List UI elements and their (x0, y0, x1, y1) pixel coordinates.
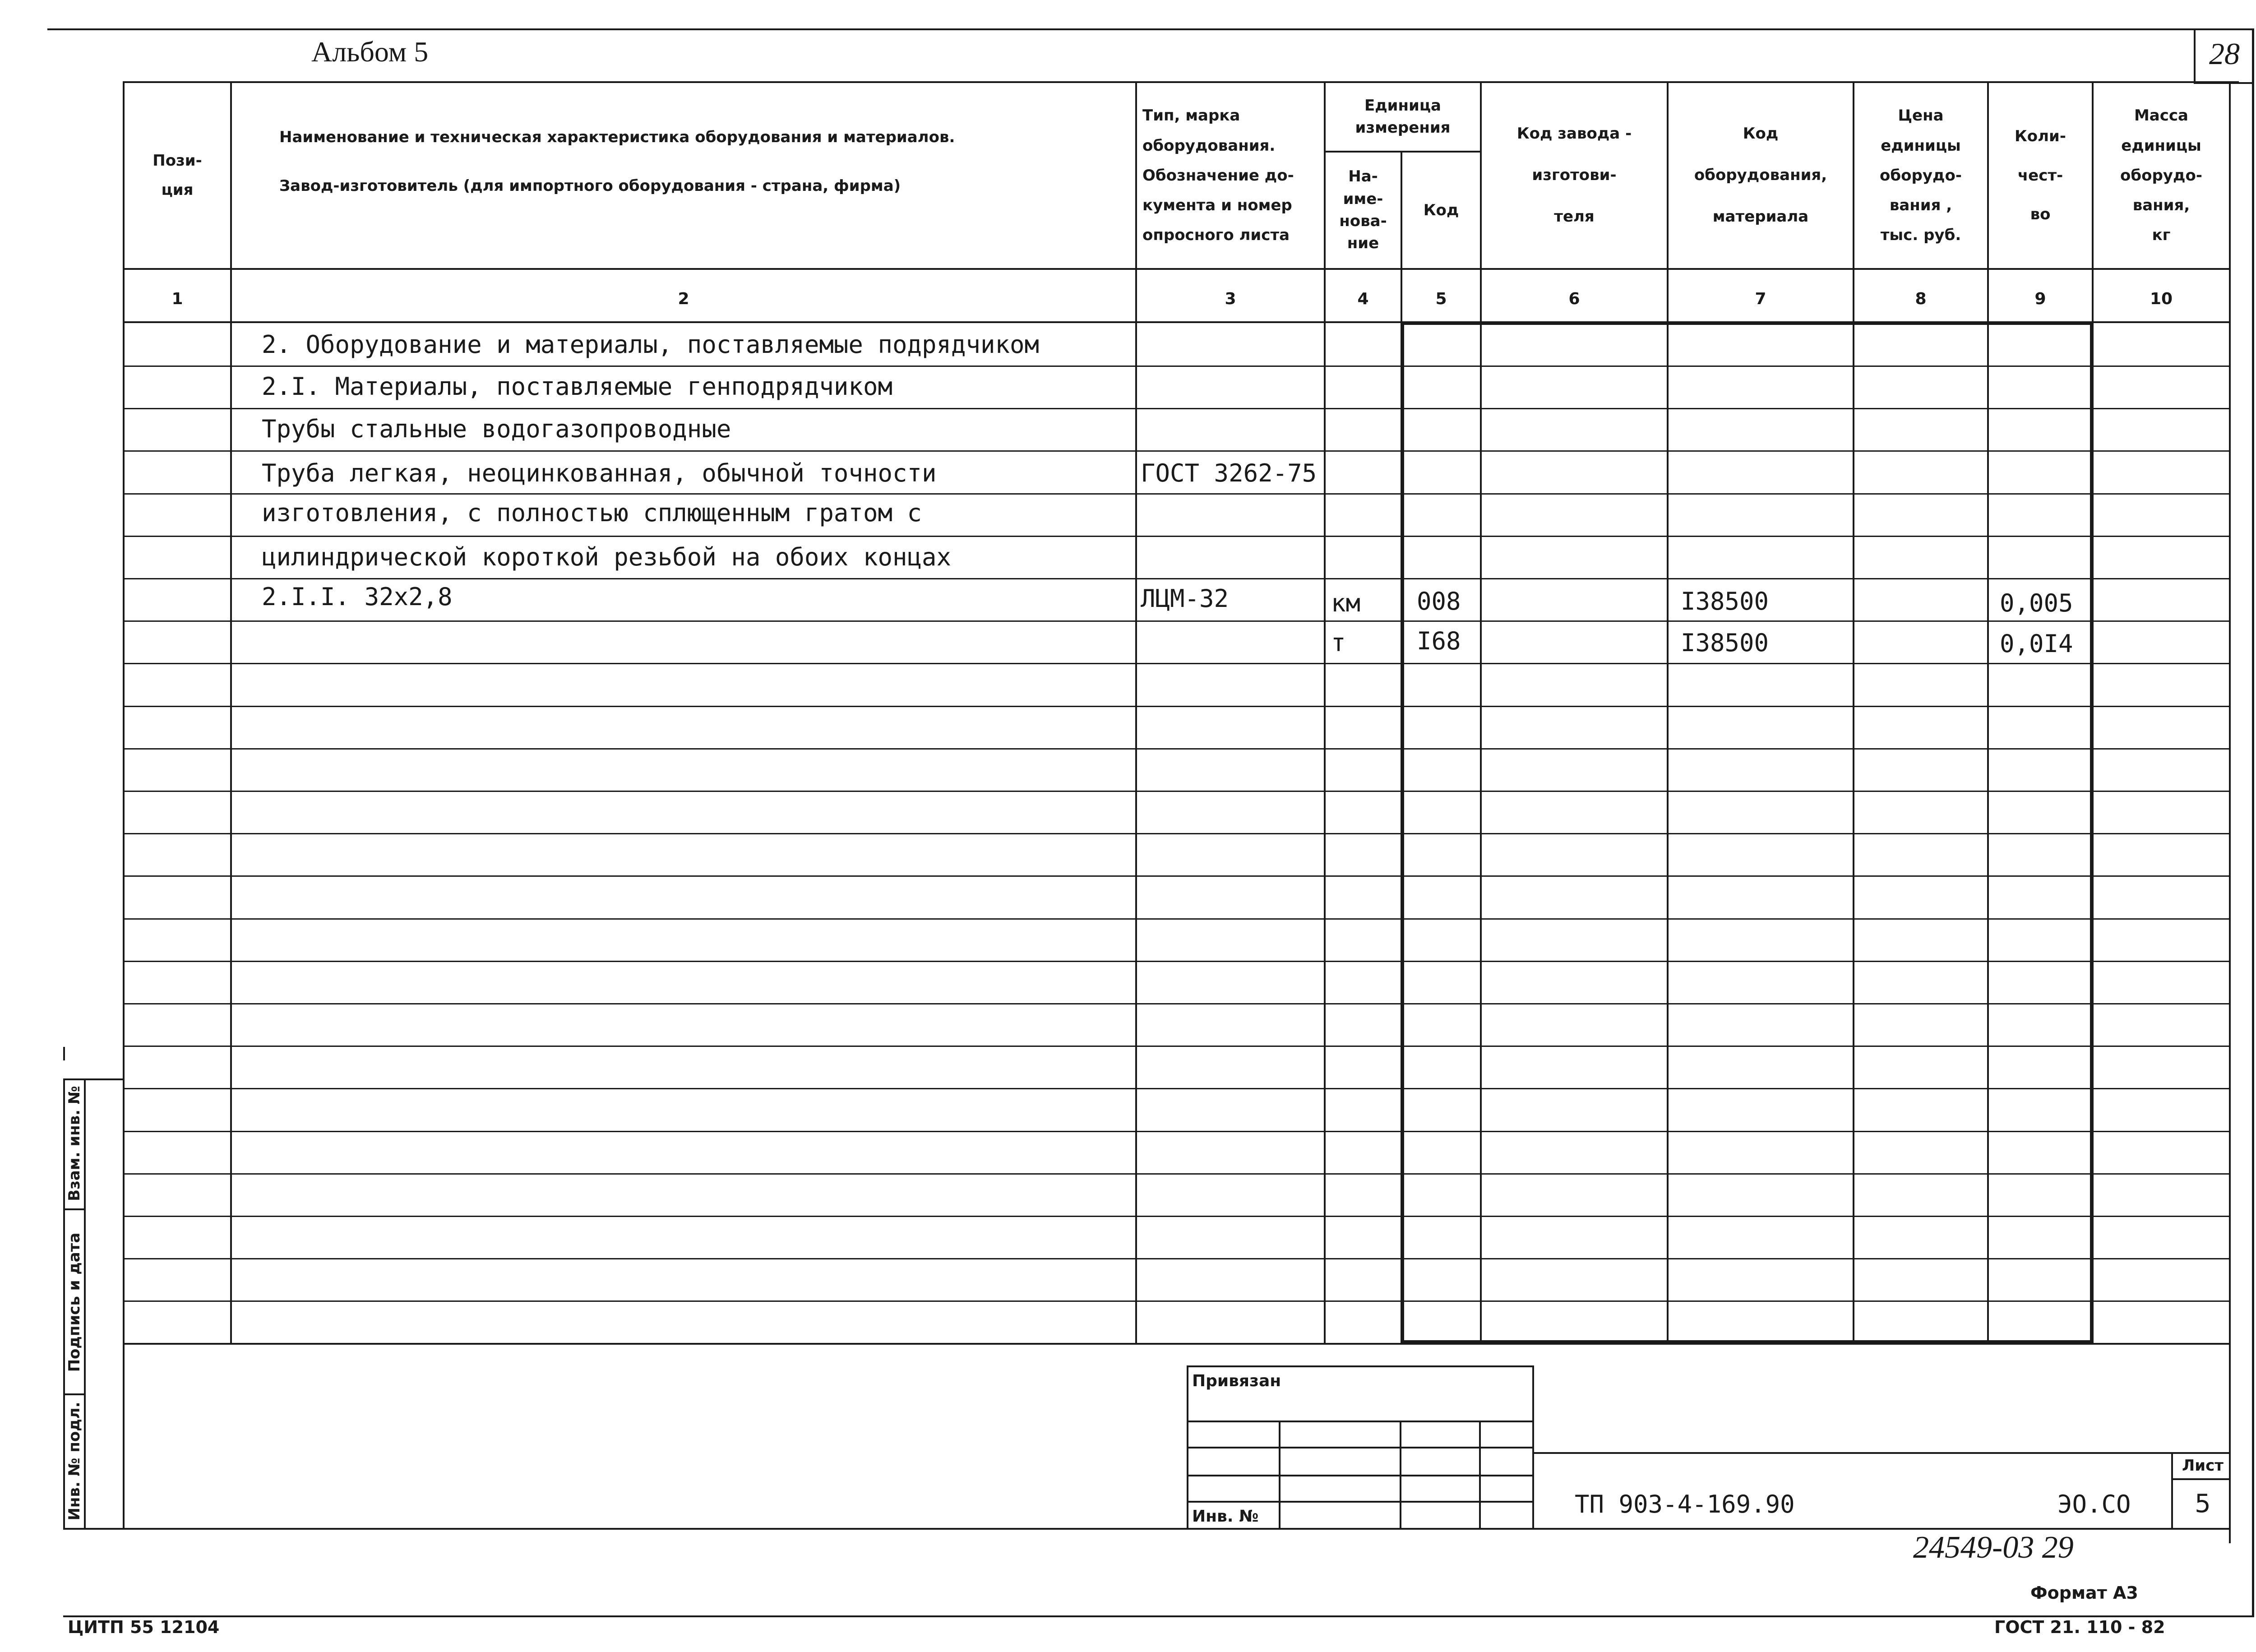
row-7-quantity: 0,005 (2000, 589, 2073, 617)
header-position: Пози- ция (153, 152, 202, 199)
format-label: Формат А3 (2030, 1583, 2138, 1603)
colnum-6: 6 (1568, 289, 1580, 308)
colnum-9: 9 (2034, 289, 2046, 308)
side-vzam-inv: Взам. инв. № (65, 1086, 83, 1201)
table-row-line (123, 748, 2230, 750)
colnum-7: 7 (1755, 289, 1766, 308)
table-row-line (123, 918, 2230, 920)
album-title: Альбом 5 (311, 36, 429, 68)
frame-right-line (2252, 28, 2254, 1617)
table-row-line (123, 875, 2230, 877)
col-sep-3 (1324, 81, 1326, 1345)
header-quantity: Коли- чест- во (2015, 127, 2066, 224)
table-row-line (123, 536, 2230, 537)
row-4-name: Труба легкая, неоцинкованная, обычной точности (262, 459, 937, 487)
colnum-5: 5 (1435, 289, 1447, 308)
printer-code: ЦИТП 55 12104 (68, 1617, 220, 1637)
row-7-type: ЛЦМ-32 (1141, 584, 1229, 613)
colnum-3: 3 (1225, 289, 1236, 308)
row-8-quantity: 0,0I4 (2000, 629, 2073, 658)
col-sep-1 (230, 81, 232, 1345)
row-7-name: 2.I.I. 32x2,8 (262, 583, 453, 611)
stamp-inv-no-label: Инв. № (1192, 1507, 1259, 1526)
row-6-name: цилиндрической короткой резьбой на обоих концах (262, 543, 952, 571)
list-box-left (2171, 1452, 2173, 1529)
sheet-code: ЭО.СО (2057, 1490, 2131, 1518)
frame-top-line (47, 28, 2254, 30)
row-8-unit: т (1331, 629, 1346, 657)
colnum-1: 1 (171, 289, 183, 308)
col-sep-5 (1480, 81, 1482, 1345)
table-row-line (123, 620, 2230, 622)
side-stamp-mid (84, 1078, 86, 1530)
colnum-8: 8 (1915, 289, 1927, 308)
stamp-top-line (123, 1343, 2231, 1345)
corner-box-left (2194, 28, 2196, 83)
col-sep-7 (1853, 81, 1854, 1345)
header-factory-code: Код завода - изготови- теля (1516, 125, 1632, 226)
sheet-corner-number: 28 (2209, 37, 2240, 71)
table-right-line (2229, 81, 2231, 1543)
row-3-name: Трубы стальные водогазопроводные (262, 415, 731, 443)
table-row-line (123, 833, 2230, 834)
privyazan-row4 (1187, 1501, 1534, 1503)
list-number: 5 (2195, 1489, 2211, 1518)
row-1-name: 2. Оборудование и материалы, поставляемые подрядчиком (262, 330, 1040, 359)
side-stamp-right (123, 1078, 125, 1530)
col-sep-8 (1987, 81, 1989, 1345)
table-row-line (123, 1046, 2230, 1047)
gost-label: ГОСТ 21. 110 - 82 (1994, 1617, 2165, 1637)
header-name-line1: Наименование и техническая характеристика оборудования и материалов. (279, 128, 955, 146)
col-sep-6 (1667, 81, 1669, 1345)
list-box-divider (2171, 1478, 2231, 1480)
side-tick-mark (63, 1047, 65, 1060)
privyazan-row2 (1187, 1447, 1534, 1448)
table-row-line (123, 1216, 2230, 1217)
header-unit-group: Единица измерения (1355, 96, 1451, 137)
table-row-line (123, 663, 2230, 664)
privyazan-row1 (1187, 1421, 1534, 1422)
header-name-cell (232, 83, 1135, 268)
table-row-line (123, 366, 2230, 367)
privyazan-col2 (1400, 1421, 1401, 1529)
header-type-mark: Тип, марка оборудования. Обозначение до- кумента и номер опросного листа (1142, 106, 1294, 245)
row-2-name: 2.I. Материалы, поставляемые генподрядчиком (262, 372, 892, 401)
side-stamp-left (63, 1078, 65, 1530)
row-5-name: изготовления, с полностью сплющенным гратом с (262, 499, 922, 527)
header-unit-price: Цена единицы оборудо- вания , тыс. руб. (1880, 106, 1962, 245)
bold-block-top (1401, 321, 2094, 325)
col-sep-2 (1135, 81, 1137, 1345)
side-sign-date: Подпись и дата (65, 1232, 83, 1372)
doc-block-top (1534, 1452, 2231, 1454)
header-unit-code: Код (1423, 201, 1459, 219)
header-name-line2: Завод-изготовитель (для импортного оборудования - страна, фирма) (279, 177, 901, 195)
side-inv-no-orig: Инв. № подл. (65, 1402, 83, 1521)
table-row-line (123, 1300, 2230, 1302)
table-row-line (123, 1258, 2230, 1259)
row-8-material-code: I38500 (1681, 629, 1769, 657)
colnum-2: 2 (678, 289, 689, 308)
colnum-10: 10 (2150, 289, 2173, 308)
table-row-line (123, 578, 2230, 579)
row-7-unit-code: 008 (1417, 587, 1461, 615)
header-unit-mass: Масса единицы оборудо- вания, кг (2120, 106, 2202, 245)
handwritten-reference: 24549-03 29 (1913, 1530, 2074, 1565)
privyazan-top (1187, 1365, 1534, 1367)
table-row-line (123, 450, 2230, 452)
table-row-line (123, 791, 2230, 792)
privyazan-label: Привязан (1192, 1372, 1281, 1390)
row-7-material-code: I38500 (1681, 587, 1769, 615)
table-row-line (123, 1173, 2230, 1175)
privyazan-row3 (1187, 1475, 1534, 1476)
doc-code: ТП 903-4-169.90 (1575, 1490, 1795, 1518)
table-row-line (123, 1003, 2230, 1004)
row-8-unit-code: I68 (1417, 627, 1461, 655)
header-bottom-line (123, 268, 2230, 270)
table-row-line (123, 1131, 2230, 1132)
list-label: Лист (2182, 1457, 2224, 1475)
table-row-line (123, 408, 2230, 409)
privyazan-col1 (1279, 1421, 1281, 1529)
colnum-4: 4 (1357, 289, 1369, 308)
row-7-unit: км (1331, 589, 1361, 617)
table-row-line (123, 1088, 2230, 1089)
table-row-line (123, 706, 2230, 707)
frame-bottom-line (63, 1615, 2254, 1617)
privyazan-col3 (1479, 1421, 1481, 1529)
table-row-line (123, 493, 2230, 495)
header-unit-name: На- име- нова- ние (1339, 167, 1387, 253)
header-equipment-code: Код оборудования, материала (1694, 125, 1827, 226)
table-row-line (123, 961, 2230, 962)
row-4-type: ГОСТ 3262-75 (1141, 459, 1317, 487)
